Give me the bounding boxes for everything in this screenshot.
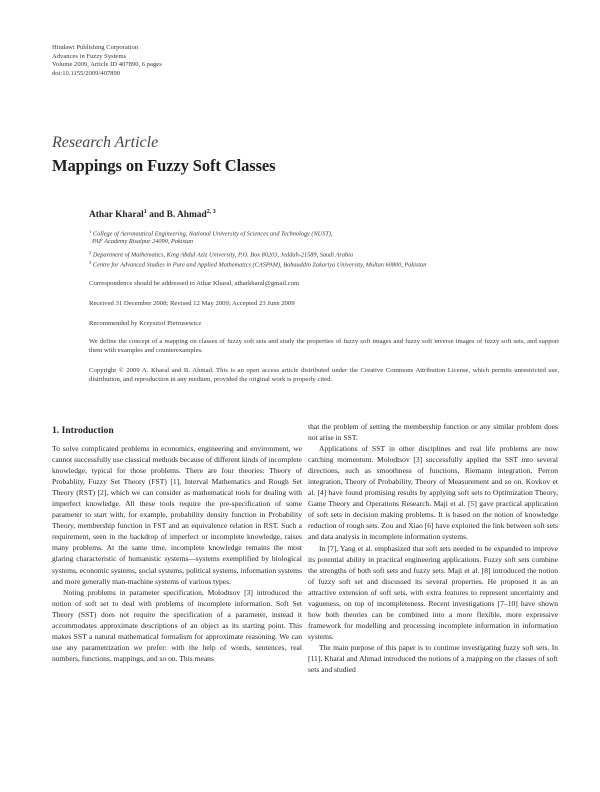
recommended-by: Recommended by Krzysztof Pietrusewicz — [89, 320, 202, 327]
right-column — [308, 421, 558, 675]
affiliation-text: PAF Academy Risalpur 24090, Pakistan — [92, 238, 194, 245]
article-type: Research Article — [52, 134, 159, 151]
left-column — [52, 443, 302, 664]
affiliation-text: Centre for Advanced Studies in Pure and Applied Mathematics (CASPAM), Bahauddin Zakariya University, Multan 60800, Pakistan — [92, 261, 427, 269]
publisher-name: Hindawi Publishing Corporation — [52, 44, 139, 51]
affiliation-mark: 2 — [89, 250, 92, 255]
author-name: B. Ahmad — [166, 210, 207, 220]
author-conjunction: and — [146, 210, 167, 220]
doi[interactable]: doi:10.1155/2009/407890 — [52, 69, 121, 77]
paragraph: To solve complicated problems in economics, engineering and environment, we cannot successfully use classical methods because of different kinds of incomplete knowledge, typical for those problems. There are four theories: Theory of Probablity, Fuzzy Set Theory (FST) [1], Interval Mathematics and Rough Set Theory (RST) [2], which we can consider as mathematical tools for dealing with imperfect knowledge. All these tools require the pre-specification of some parameter to start with, for example, probability density function in Probability Theory, membership function in FST and an equivalence relation in RST. Such a requirement, seen in the backdrop of imperfect or incomplete knowledge, raises many problems. At the same time, incomplete knowledge remains the most glaring characteristic of humanistic systems—systems exemplified by biological systems, economic systems, social systems, political systems, information systems and more generally man-machine systems of various types. — [52, 444, 302, 586]
author-line — [89, 209, 216, 220]
author-affiliation-mark: 2, 3 — [206, 209, 216, 215]
received-dates: Received 31 December 2008; Revised 12 May 2009; Accepted 23 June 2009 — [89, 300, 295, 307]
copyright-notice: Copyright © 2009 A. Kharal and B. Ahmad. This is an open access article distributed under the Creative Commons Attribution License, which permits unrestricted use, distribution, and reproduction in any medium, provided the original work is properly cited. — [89, 367, 559, 383]
correspondence-note: Correspondence should be addressed to Athar Kharal, atharkharal@gmail.com — [89, 280, 300, 287]
affiliation-text: College of Aeronautical Engineering, National University of Sciences and Technology (NUST), — [92, 230, 333, 238]
volume-info: Volume 2009, Article ID 407890, 6 pages — [52, 61, 162, 69]
author-name: Athar Kharal — [89, 210, 144, 220]
affiliation — [92, 238, 562, 247]
paragraph: Applications of SST in other disciplines and real life problems are now catching momentum. Molodtsov [3] successfully applied the SST into several directions, such as smoothness of functions, Riemann integration, Perron integration, Theory of Probability, Theory of Measurement and so on. Kovkov et al. [4] have found promising results by applying soft sets to Optimization Theory, Game Theory and Operations Research. Maji et al. [5] gave practical application of soft sets in decision making problems. It is based on the notion of knowledge reduction of rough sets. Zou and Xiao [6] have exploited the link between soft sets and data analysis in incomplete information systems. — [308, 444, 558, 542]
paragraph: that the problem of setting the membership function or any similar problem does not arise in SST. — [308, 422, 558, 443]
paragraph: Noting problems in parameter specification, Molodtsov [3] introduced the notion of soft set to deal with problems of incomplete information. Soft Set Theory (SST) does not require the specification of a parameter, instead it accommodates approximate descriptions of an object as its starting point. This makes SST a natural mathematical formalism for approximate reasoning. We can use any parametrization we prefer: with the help of words, sentences, real numbers, functions, mappings, and so on. This means — [52, 587, 302, 663]
section-heading: 1. Introduction — [52, 425, 114, 436]
affiliation — [89, 259, 559, 270]
affiliation-text: Department of Mathematics, King Abdul Aziz University, P.O. Box 80203, Jeddah-21589, Saudi Arabia — [92, 251, 354, 259]
affiliation-mark: 1 — [89, 229, 92, 234]
paper-title: Mappings on Fuzzy Soft Classes — [52, 156, 276, 175]
journal-header — [52, 44, 162, 78]
paragraph: The main purpose of this paper is to continue investigating fuzzy soft sets. In [11], Kharal and Ahmad introduced the notions of a mapping on the classes of soft sets and studied — [308, 642, 558, 675]
journal-name: Advances in Fuzzy Systems — [52, 52, 127, 60]
paragraph: In [7], Yang et al. emphasized that soft sets needed to be expanded to improve its potential ability in practical engineering applications. Fuzzy soft sets combine the strengths of both soft sets and fuzzy sets. Maji et al. [8] introduced the notion of fuzzy soft set and discussed its several properties. He proposed it as an attractive extension of soft sets, with extra features to represent uncertainty and vagueness, on top of incompleteness. Recent investigations [7–10] have shown how both theories can be combined into a more flexible, more expressive framework for modelling and processing incomplete information in information systems. — [308, 543, 558, 641]
abstract: We define the concept of a mapping on classes of fuzzy soft sets and study the properties of fuzzy soft images and fuzzy soft inverse images of fuzzy soft sets, and support them with examples and counterexamples. — [89, 338, 559, 354]
affiliation-mark: 3 — [89, 260, 92, 265]
author-affiliation-mark: 1 — [143, 209, 147, 215]
